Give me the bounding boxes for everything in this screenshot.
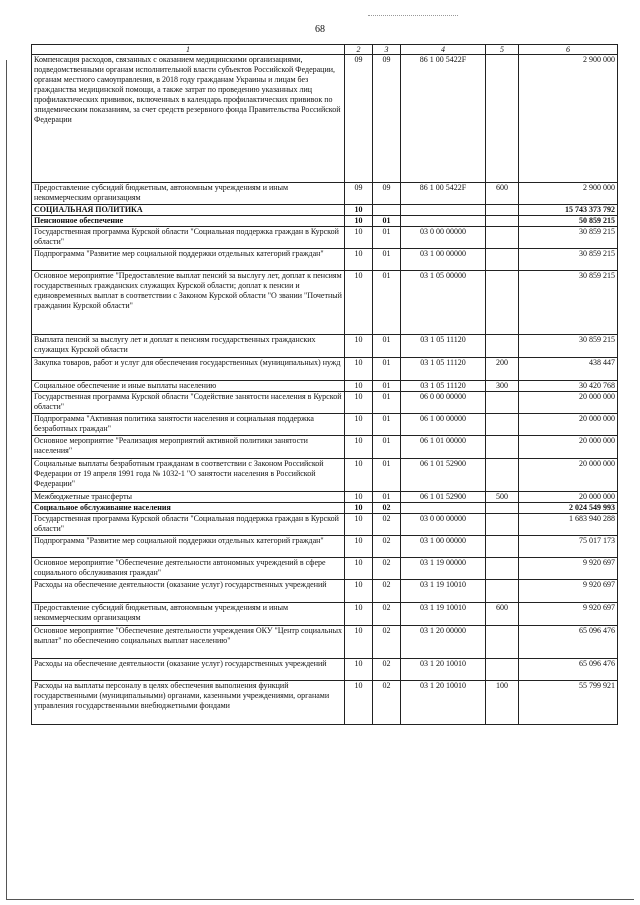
row-amount: 438 447 [519, 358, 618, 381]
row-subsection: 01 [373, 436, 401, 459]
row-amount: 30 859 215 [519, 335, 618, 358]
row-section: 10 [345, 271, 373, 335]
row-subsection: 01 [373, 392, 401, 414]
row-subsection: 01 [373, 459, 401, 492]
row-subsection: 02 [373, 659, 401, 681]
row-target-article: 03 1 00 00000 [401, 249, 486, 271]
row-amount: 9 920 697 [519, 580, 618, 603]
table-row [32, 492, 618, 503]
row-amount: 55 799 921 [519, 681, 618, 725]
row-amount: 30 420 768 [519, 381, 618, 392]
row-name: Государственная программа Курской области "Социальная поддержка граждан в Курской области" [32, 227, 345, 249]
row-target-article: 03 1 05 11120 [401, 381, 486, 392]
column-header: 3 [373, 45, 401, 55]
row-section: 10 [345, 492, 373, 503]
table-row [32, 436, 618, 459]
column-header: 6 [519, 45, 618, 55]
row-expense-type [486, 205, 519, 216]
row-subsection: 01 [373, 216, 401, 227]
row-expense-type [486, 227, 519, 249]
row-expense-type: 100 [486, 681, 519, 725]
row-expense-type [486, 414, 519, 436]
row-target-article: 03 1 20 10010 [401, 659, 486, 681]
row-name: Предоставление субсидий бюджетным, автономным учреждениям и иным некоммерческим организациям [32, 183, 345, 205]
table-row [32, 205, 618, 216]
row-section: 10 [345, 335, 373, 358]
row-section: 10 [345, 558, 373, 580]
row-expense-type [486, 659, 519, 681]
row-name: Подпрограмма "Развитие мер социальной поддержки отдельных категорий граждан" [32, 536, 345, 558]
row-section: 10 [345, 205, 373, 216]
row-section: 10 [345, 414, 373, 436]
row-subsection: 01 [373, 381, 401, 392]
table-row [32, 536, 618, 558]
row-section: 10 [345, 227, 373, 249]
table-row [32, 227, 618, 249]
row-amount: 30 859 215 [519, 249, 618, 271]
row-expense-type: 500 [486, 492, 519, 503]
column-header: 2 [345, 45, 373, 55]
row-name: СОЦИАЛЬНАЯ ПОЛИТИКА [32, 205, 345, 216]
row-amount: 20 000 000 [519, 436, 618, 459]
row-target-article: 03 1 05 00000 [401, 271, 486, 335]
row-expense-type [486, 626, 519, 659]
row-amount: 20 000 000 [519, 392, 618, 414]
row-subsection: 01 [373, 358, 401, 381]
row-name: Социальные выплаты безработным гражданам в соответствии с Законом Российской Федерации от 19 апреля 1991 года № 1032-1 "О занятости населения в Российской Федерации" [32, 459, 345, 492]
table-row [32, 249, 618, 271]
column-header: 5 [486, 45, 519, 55]
row-subsection: 09 [373, 55, 401, 183]
row-expense-type: 600 [486, 183, 519, 205]
row-section: 10 [345, 436, 373, 459]
row-expense-type: 300 [486, 381, 519, 392]
table-row [32, 603, 618, 626]
table-row [32, 681, 618, 725]
row-name: Государственная программа Курской области "Содействие занятости населения в Курской области" [32, 392, 345, 414]
row-target-article: 03 1 20 10010 [401, 681, 486, 725]
row-expense-type [486, 503, 519, 514]
page-edge-line [6, 60, 7, 900]
column-header: 4 [401, 45, 486, 55]
row-name: Компенсация расходов, связанных с оказанием медицинскими организациями, подведомственными органам исполнительной власти субъектов Российской Федерации, органам местного самоуправления, в 2018 году гражданам Украины и лицам без гражданства медицинской помощи, а также затрат по проведению указанных лиц профилактических прививок, включенных в календарь профилактических прививок по эпидемическим показаниям, за счет средств резервного фонда Правительства Российской Федерации [32, 55, 345, 183]
row-name: Пенсионное обеспечение [32, 216, 345, 227]
row-section: 10 [345, 536, 373, 558]
row-section: 10 [345, 659, 373, 681]
row-section: 10 [345, 392, 373, 414]
row-expense-type [486, 558, 519, 580]
table-row [32, 626, 618, 659]
table-row [32, 381, 618, 392]
row-subsection: 01 [373, 271, 401, 335]
row-subsection: 01 [373, 335, 401, 358]
row-section: 10 [345, 626, 373, 659]
row-target-article: 86 1 00 5422F [401, 183, 486, 205]
row-subsection: 01 [373, 492, 401, 503]
row-target-article: 03 1 00 00000 [401, 536, 486, 558]
row-section: 10 [345, 381, 373, 392]
row-name: Основное мероприятие "Предоставление выплат пенсий за выслугу лет, доплат к пенсиям государственных гражданских служащих Курской области; доплат к пенсии и единовременных выплат в соответствии с Законом Курской области "О звании "Почетный гражданин Курской области" [32, 271, 345, 335]
row-target-article: 03 0 00 00000 [401, 227, 486, 249]
row-expense-type [486, 580, 519, 603]
row-amount: 15 743 373 792 [519, 205, 618, 216]
table-row [32, 580, 618, 603]
row-amount: 1 683 940 288 [519, 514, 618, 536]
row-name: Социальное обеспечение и иные выплаты населению [32, 381, 345, 392]
row-expense-type: 600 [486, 603, 519, 626]
row-expense-type [486, 459, 519, 492]
row-target-article: 03 1 19 10010 [401, 580, 486, 603]
row-subsection [373, 205, 401, 216]
row-name: Основное мероприятие "Обеспечение деятельности учреждения ОКУ "Центр социальных выплат" по обеспечению социальных выплат населению" [32, 626, 345, 659]
row-target-article: 03 1 19 10010 [401, 603, 486, 626]
table-row [32, 659, 618, 681]
row-amount: 2 900 000 [519, 55, 618, 183]
row-section: 10 [345, 503, 373, 514]
row-section: 10 [345, 459, 373, 492]
row-target-article: 06 1 01 52900 [401, 492, 486, 503]
table-row [32, 358, 618, 381]
row-amount: 50 859 215 [519, 216, 618, 227]
row-subsection: 09 [373, 183, 401, 205]
table-header-row [32, 45, 618, 55]
row-target-article: 03 1 05 11120 [401, 358, 486, 381]
row-target-article [401, 503, 486, 514]
row-section: 10 [345, 603, 373, 626]
row-name: Расходы на выплаты персоналу в целях обеспечения выполнения функций государственными (муниципальными) органами, казенными учреждениями, органами управления государственными внебюджетными фондами [32, 681, 345, 725]
row-name: Подпрограмма "Развитие мер социальной поддержки отдельных категорий граждан" [32, 249, 345, 271]
row-amount: 2 024 549 993 [519, 503, 618, 514]
row-section: 10 [345, 514, 373, 536]
row-expense-type [486, 335, 519, 358]
row-name: Закупка товаров, работ и услуг для обеспечения государственных (муниципальных) нужд [32, 358, 345, 381]
row-subsection: 02 [373, 603, 401, 626]
row-name: Предоставление субсидий бюджетным, автономным учреждениям и иным некоммерческим организациям [32, 603, 345, 626]
row-amount: 20 000 000 [519, 492, 618, 503]
row-amount: 9 920 697 [519, 603, 618, 626]
row-name: Подпрограмма "Активная политика занятости населения и социальная поддержка безработных граждан" [32, 414, 345, 436]
row-amount: 75 017 173 [519, 536, 618, 558]
row-amount: 30 859 215 [519, 271, 618, 335]
page-number: 68 [315, 24, 325, 35]
row-subsection: 01 [373, 414, 401, 436]
table-row [32, 392, 618, 414]
row-target-article: 06 1 00 00000 [401, 414, 486, 436]
scan-artifact-dots [368, 15, 458, 17]
row-name: Выплата пенсий за выслугу лет и доплат к пенсиям государственных гражданских служащих Курской области [32, 335, 345, 358]
row-subsection: 02 [373, 536, 401, 558]
row-name: Расходы на обеспечение деятельности (оказание услуг) государственных учреждений [32, 659, 345, 681]
row-expense-type [486, 55, 519, 183]
row-amount: 9 920 697 [519, 558, 618, 580]
row-section: 10 [345, 358, 373, 381]
row-section: 10 [345, 249, 373, 271]
row-expense-type: 200 [486, 358, 519, 381]
row-subsection: 02 [373, 503, 401, 514]
page-edge-line [6, 899, 634, 900]
table-row [32, 558, 618, 580]
table-row [32, 414, 618, 436]
row-section: 09 [345, 183, 373, 205]
row-amount: 2 900 000 [519, 183, 618, 205]
row-name: Социальное обслуживание населения [32, 503, 345, 514]
row-target-article: 03 0 00 00000 [401, 514, 486, 536]
row-target-article [401, 205, 486, 216]
row-subsection: 02 [373, 626, 401, 659]
table-row [32, 514, 618, 536]
table-row [32, 503, 618, 514]
row-expense-type [486, 271, 519, 335]
row-target-article: 86 1 00 5422F [401, 55, 486, 183]
row-name: Межбюджетные трансферты [32, 492, 345, 503]
table-body [32, 55, 618, 725]
table-row [32, 183, 618, 205]
row-target-article: 03 1 05 11120 [401, 335, 486, 358]
row-expense-type [486, 392, 519, 414]
row-section: 10 [345, 216, 373, 227]
table-row [32, 271, 618, 335]
row-expense-type [486, 249, 519, 271]
row-subsection: 01 [373, 227, 401, 249]
row-section: 09 [345, 55, 373, 183]
row-subsection: 02 [373, 514, 401, 536]
row-name: Расходы на обеспечение деятельности (оказание услуг) государственных учреждений [32, 580, 345, 603]
row-subsection: 02 [373, 681, 401, 725]
row-name: Основное мероприятие "Обеспечение деятельности автономных учреждений в сфере социального обслуживания граждан" [32, 558, 345, 580]
row-subsection: 02 [373, 558, 401, 580]
row-target-article: 03 1 20 00000 [401, 626, 486, 659]
row-name: Основное мероприятие "Реализация мероприятий активной политики занятости населения" [32, 436, 345, 459]
table-row [32, 335, 618, 358]
row-expense-type [486, 216, 519, 227]
row-amount: 30 859 215 [519, 227, 618, 249]
row-name: Государственная программа Курской области "Социальная поддержка граждан в Курской области" [32, 514, 345, 536]
row-subsection: 01 [373, 249, 401, 271]
row-amount: 65 096 476 [519, 659, 618, 681]
table-row [32, 216, 618, 227]
table-row [32, 55, 618, 183]
row-section: 10 [345, 580, 373, 603]
row-expense-type [486, 514, 519, 536]
row-target-article [401, 216, 486, 227]
row-expense-type [486, 436, 519, 459]
row-amount: 20 000 000 [519, 459, 618, 492]
row-amount: 20 000 000 [519, 414, 618, 436]
row-target-article: 06 0 00 00000 [401, 392, 486, 414]
budget-table [31, 44, 618, 725]
column-header: 1 [32, 45, 345, 55]
row-expense-type [486, 536, 519, 558]
row-amount: 65 096 476 [519, 626, 618, 659]
row-target-article: 06 1 01 52900 [401, 459, 486, 492]
row-subsection: 02 [373, 580, 401, 603]
row-target-article: 06 1 01 00000 [401, 436, 486, 459]
row-target-article: 03 1 19 00000 [401, 558, 486, 580]
row-section: 10 [345, 681, 373, 725]
table-row [32, 459, 618, 492]
